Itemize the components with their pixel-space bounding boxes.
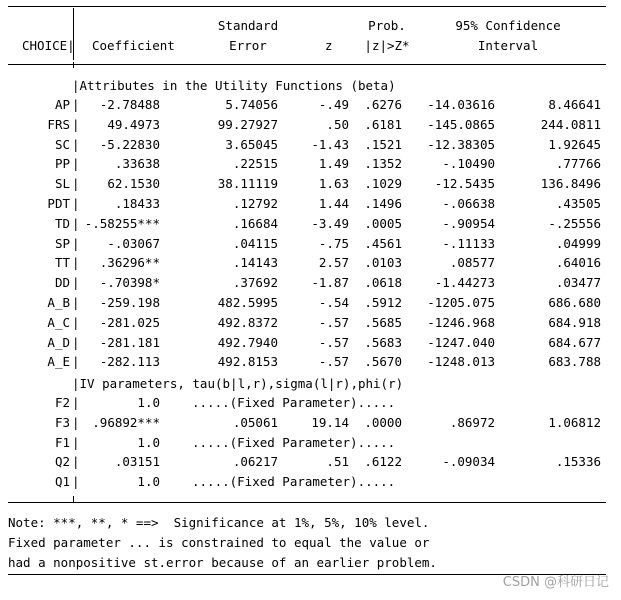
ci-lower-cell: -.06638 [442,196,495,211]
column-divider: | [72,454,80,470]
z-cell: -.49 [318,97,349,112]
ci-lower-cell: -1205.075 [427,295,495,310]
coefficient-cell: .33638 [114,156,160,172]
p-value-cell: .1521 [364,136,402,152]
column-divider: | [72,395,80,410]
coefficient-cell: .03151 [114,454,160,470]
z-cell: .50 [326,116,349,132]
coefficient-cell: 1.0 [137,434,160,450]
section-title-attributes: |Attributes in the Utility Functions (beta) [72,78,396,93]
column-divider: | [72,156,80,172]
table-row [0,333,621,353]
header-choice: CHOICE| [22,38,75,53]
ci-upper-cell: .04999 [555,235,601,251]
header-rule [8,64,606,65]
fixed-parameter-cell: .....(Fixed Parameter)..... [192,434,396,450]
column-divider: | [72,255,80,271]
row-label: SP [54,235,70,251]
p-value-cell: .5670 [364,354,402,370]
p-value-cell: .6276 [364,97,402,112]
z-cell: -.57 [318,354,349,370]
coefficient-cell: -5.22830 [99,136,160,152]
note-line-3: had a nonpositive st.error because of an earlier problem. [8,555,437,570]
coefficient-cell: -2.78488 [99,97,160,112]
z-cell: .51 [326,454,349,470]
column-divider: | [72,235,80,251]
column-divider: | [72,295,80,310]
ci-upper-cell: 1.92645 [548,136,601,152]
ci-upper-cell: .64016 [555,255,601,271]
column-divider: | [72,176,80,192]
std-error-cell: .06217 [232,454,278,470]
p-value-cell: .0005 [364,215,402,231]
row-label: TT [54,255,70,271]
std-error-cell: 38.11119 [217,176,278,192]
ci-upper-cell: .03477 [555,275,601,291]
column-divider: | [72,434,80,450]
std-error-cell: .22515 [232,156,278,172]
header-coefficient: Coefficient [92,38,175,53]
std-error-cell: .12792 [232,196,278,211]
coefficient-cell: .36296** [99,255,160,271]
z-cell: 1.44 [318,196,349,211]
ci-lower-cell: -1248.013 [427,354,495,370]
std-error-cell: .05061 [232,414,278,430]
row-label: PDT [47,196,70,211]
column-divider: | [72,97,80,112]
table-row [0,413,621,433]
p-value-cell: .5683 [364,334,402,350]
row-label: AP [54,97,70,112]
ci-upper-cell: 244.0811 [540,116,601,132]
header-prob: Prob. [368,18,406,33]
std-error-cell: 482.5995 [217,295,278,310]
ci-upper-cell: 683.788 [548,354,601,370]
ci-upper-cell: .15336 [555,454,601,470]
top-rule [8,6,606,7]
row-label: A_E [47,354,70,370]
ci-lower-cell: -.10490 [442,156,495,172]
z-cell: -.57 [318,314,349,330]
table-row [0,273,621,293]
ci-lower-cell: .08577 [449,255,495,271]
coefficient-cell: 1.0 [137,474,160,490]
ci-lower-cell: .86972 [449,414,495,430]
p-value-cell: .0618 [364,275,402,291]
z-cell: -1.87 [311,275,349,291]
std-error-cell: .37692 [232,275,278,291]
table-row [0,154,621,174]
table-row [0,313,621,333]
header-interval: Interval [477,38,539,53]
column-divider: | [72,414,80,430]
table-row [0,115,621,135]
ci-upper-cell: 684.677 [548,334,601,350]
ci-upper-cell: -.25556 [548,215,601,231]
column-divider: | [72,136,80,152]
std-error-cell: 492.7940 [217,334,278,350]
p-value-cell: .1352 [364,156,402,172]
std-error-cell: .04115 [232,235,278,251]
row-label: FRS [47,116,70,132]
table-row [0,293,621,313]
header-ci: 95% Confidence [455,18,561,33]
p-value-cell: .0103 [364,255,402,271]
row-label: F2 [54,395,70,410]
ci-upper-cell: .43505 [555,196,601,211]
fixed-parameter-cell: .....(Fixed Parameter)..... [192,474,396,490]
p-value-cell: .5685 [364,314,402,330]
ci-lower-cell: -1247.040 [427,334,495,350]
table-row [0,393,621,413]
p-value-cell: .1029 [364,176,402,192]
ci-lower-cell: -12.5435 [434,176,495,192]
p-value-cell: .5912 [364,295,402,310]
ci-upper-cell: 8.46641 [548,97,601,112]
table-row [0,253,621,273]
z-cell: 19.14 [311,414,349,430]
std-error-cell: 99.27927 [217,116,278,132]
ci-upper-cell: 686.680 [548,295,601,310]
bottom-rule [8,502,606,503]
table-row [0,472,621,492]
std-error-cell: 492.8153 [217,354,278,370]
column-divider: | [72,314,80,330]
std-error-cell: 3.65045 [225,136,278,152]
column-divider: | [72,196,80,211]
table-row [0,214,621,234]
row-label: F3 [54,414,70,430]
coefficient-cell: -281.181 [99,334,160,350]
header-error: Error [229,38,267,53]
table-row [0,234,621,254]
table-row [0,352,621,372]
coefficient-cell: 49.4973 [107,116,160,132]
p-value-cell: .0000 [364,414,402,430]
row-label: TD [54,215,70,231]
table-row [0,95,621,115]
z-cell: 2.57 [318,255,349,271]
table-row [0,174,621,194]
row-label: PP [54,156,70,172]
z-cell: -3.49 [311,215,349,231]
column-divider: | [72,215,80,231]
z-cell: -.54 [318,295,349,310]
std-error-cell: .14143 [232,255,278,271]
ci-upper-cell: 1.06812 [548,414,601,430]
std-error-cell: 5.74056 [225,97,278,112]
row-label: A_B [47,295,70,310]
fixed-parameter-cell: .....(Fixed Parameter)..... [192,395,396,410]
column-divider: | [72,334,80,350]
p-value-cell: .4561 [364,235,402,251]
row-label: F1 [54,434,70,450]
column-divider: | [72,275,80,291]
ci-lower-cell: -145.0865 [427,116,495,132]
row-label: Q1 [54,474,70,490]
coefficient-cell: -.70398* [99,275,160,291]
coefficient-cell: -.58255*** [84,215,160,231]
table-row [0,452,621,472]
section-title-iv-parameters: |IV parameters, tau(b|l,r),sigma(l|r),phi(r) [72,376,404,391]
z-cell: 1.63 [318,176,349,192]
column-divider: | [72,116,80,132]
column-divider: | [72,354,80,370]
ci-lower-cell: -1.44273 [434,275,495,291]
coefficient-cell: -.03067 [107,235,160,251]
coefficient-cell: -281.025 [99,314,160,330]
ci-upper-cell: .77766 [555,156,601,172]
p-value-cell: .6181 [364,116,402,132]
std-error-cell: .16684 [232,215,278,231]
ci-upper-cell: 136.8496 [540,176,601,192]
coefficient-cell: -282.113 [99,354,160,370]
header-standard: Standard [217,18,279,33]
coefficient-cell: .18433 [114,196,160,211]
header-rule-tick [73,62,74,68]
ci-lower-cell: -12.38305 [427,136,495,152]
note-line-1: Note: ***, **, * ==> Significance at 1%, 5%, 10% level. [8,515,430,530]
ci-lower-cell: -.11133 [442,235,495,251]
coefficient-cell: 62.1530 [107,176,160,192]
ci-lower-cell: -1246.968 [427,314,495,330]
table-row [0,135,621,155]
ci-lower-cell: -.09034 [442,454,495,470]
p-value-cell: .6122 [364,454,402,470]
row-label: DD [54,275,70,291]
header-z: z [325,38,333,53]
table-row [0,194,621,214]
ci-upper-cell: 684.918 [548,314,601,330]
header-pz: |z|>Z* [364,38,410,53]
note-line-2: Fixed parameter ... is constrained to equal the value or [8,535,430,550]
coefficient-cell: 1.0 [137,395,160,410]
std-error-cell: 492.8372 [217,314,278,330]
row-label: Q2 [54,454,70,470]
row-label: SL [54,176,70,192]
row-label: A_C [47,314,70,330]
row-label: SC [54,136,70,152]
table-row [0,433,621,453]
coefficient-cell: .96892*** [92,414,160,430]
row-label: A_D [47,334,70,350]
z-cell: 1.49 [318,156,349,172]
ci-lower-cell: -14.03616 [427,97,495,112]
z-cell: -.75 [318,235,349,251]
z-cell: -.57 [318,334,349,350]
column-divider: | [72,474,80,490]
coefficient-cell: -259.198 [99,295,160,310]
watermark: CSDN @科研日记 [502,575,609,590]
z-cell: -1.43 [311,136,349,152]
p-value-cell: .1496 [364,196,402,211]
ci-lower-cell: -.90954 [442,215,495,231]
